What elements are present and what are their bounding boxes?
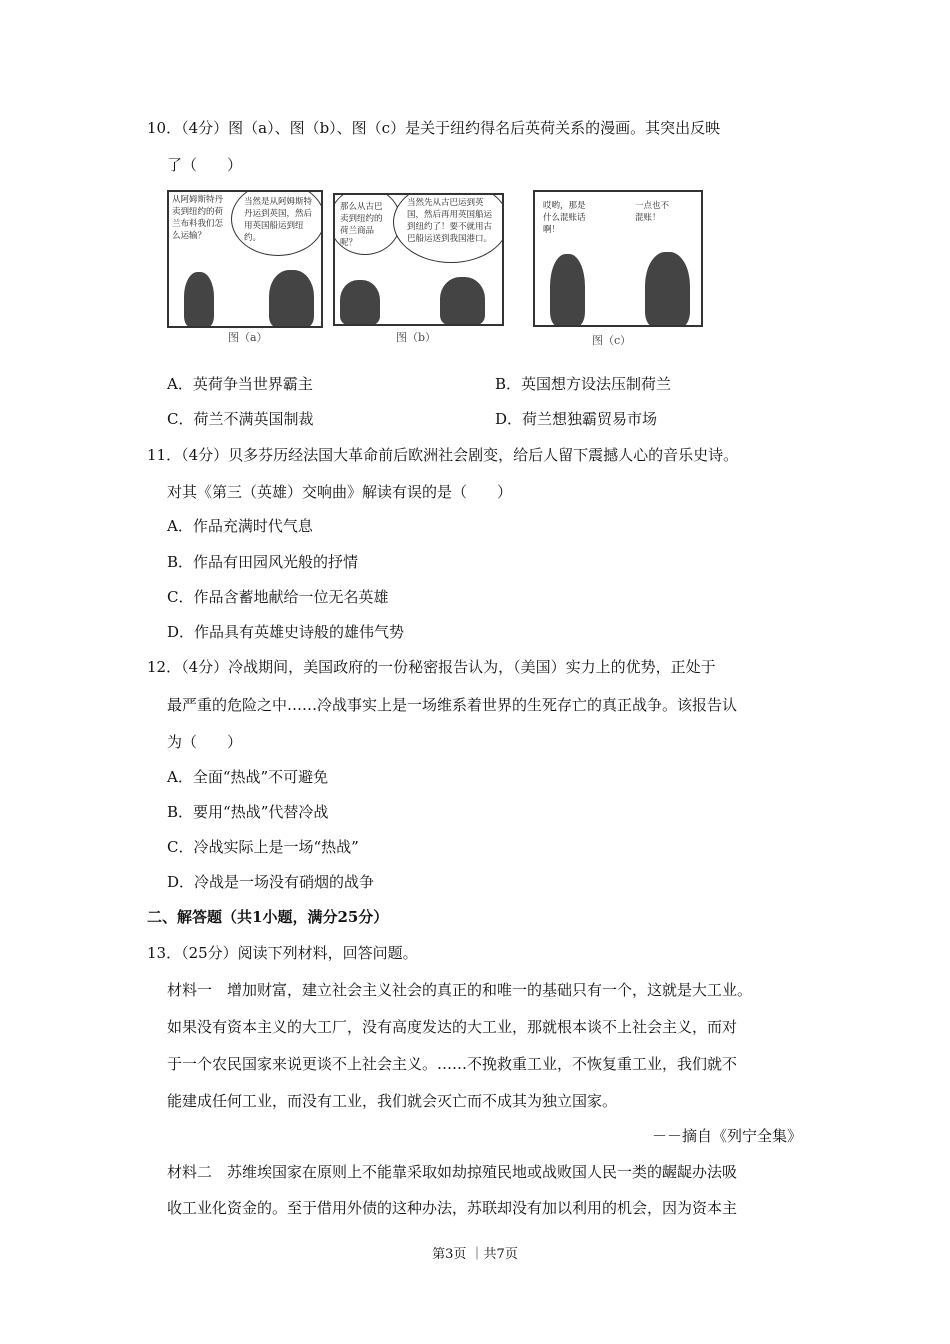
caption-c: 图（c）	[592, 334, 632, 347]
material1-line: 材料一 增加财富，建立社会主义社会的真正的和唯一的基础只有一个，这就是大工业。	[167, 981, 753, 999]
q11-stem: 11．（4分）贝多芬历经法国大革命前后欧洲社会剧变，给后人留下震撼人心的音乐史诗。	[147, 446, 739, 464]
q12-option-b[interactable]: B．要用“热战”代替冷战	[167, 803, 329, 821]
q10-option-c[interactable]: C．荷兰不满英国制裁	[167, 410, 314, 428]
q10-option-b[interactable]: B．英国想方设法压制荷兰	[495, 375, 672, 393]
q11-stem-cont: 对其《第三（英雄）交响曲》解读有误的是（ ）	[167, 483, 513, 501]
q11-option-a[interactable]: A．作品充满时代气息	[167, 517, 313, 535]
q12-option-c[interactable]: C．冷战实际上是一场“热战”	[167, 838, 359, 856]
q11-option-c[interactable]: C．作品含蓄地献给一位无名英雄	[167, 588, 389, 606]
material2-line: 材料二 苏维埃国家在原则上不能靠采取如劫掠殖民地或战败国人民一类的龌龊办法吸	[167, 1163, 738, 1181]
comic-panel-b	[333, 193, 504, 326]
q12-option-a[interactable]: A．全面“热战”不可避免	[167, 768, 329, 786]
section-heading: 二、解答题（共1小题，满分25分）	[147, 908, 389, 926]
material1-source: －－摘自《列宁全集》	[651, 1127, 802, 1145]
material2-line: 收工业化资金的。至于借用外债的这种办法，苏联却没有加以利用的机会，因为资本主	[167, 1199, 738, 1217]
q11-option-d[interactable]: D．作品具有英雄史诗般的雄伟气势	[167, 623, 405, 641]
caption-b: 图（b）	[396, 331, 437, 344]
material1-line: 于一个农民国家来说更谈不上社会主义。……不挽救重工业，不恢复重工业，我们就不	[167, 1055, 738, 1073]
speech-c-left: 哎哟，那是什么混账话啊！	[543, 201, 586, 235]
q10-stem-cont: 了（ ）	[167, 156, 243, 174]
q10-option-a[interactable]: A．英荷争当世界霸主	[167, 375, 313, 393]
caption-a: 图（a）	[228, 331, 268, 344]
comic-panel-a	[167, 190, 323, 328]
q12-stem-cont: 最严重的危险之中……冷战事实上是一场维系着世界的生死存亡的真正战争。该报告认	[167, 696, 738, 714]
comic-panel-c	[533, 190, 703, 327]
q10-option-d[interactable]: D．荷兰想独霸贸易市场	[495, 410, 658, 428]
page-footer: 第3页 ｜共7页	[432, 1247, 518, 1262]
q11-option-b[interactable]: B．作品有田园风光般的抒情	[167, 553, 359, 571]
q13-stem: 13．（25分）阅读下列材料，回答问题。	[147, 944, 418, 962]
speech-a-right: 当然是从阿姆斯特丹运到英国，然后用英国船运到纽约。	[244, 197, 313, 243]
q12-option-d[interactable]: D．冷战是一场没有硝烟的战争	[167, 873, 375, 891]
speech-a-left: 从阿姆斯特丹卖到纽约的荷兰布料我们怎么运输？	[172, 195, 224, 241]
speech-c-right: 一点也不混账！	[635, 201, 670, 223]
material1-line: 如果没有资本主义的大工厂，没有高度发达的大工业，那就根本谈不上社会主义，而对	[167, 1018, 738, 1036]
q12-stem-cont2: 为（ ）	[167, 733, 243, 751]
speech-b-right: 当然先从古巴运到英国，然后再用英国船运到纽约了！要不就用古巴船运送到我国港口。	[407, 198, 493, 244]
q12-stem: 12．（4分）冷战期间，美国政府的一份秘密报告认为，（美国）实力上的优势，正处于	[147, 658, 716, 676]
material1-line: 能建成任何工业，而没有工业，我们就会灭亡而不成其为独立国家。	[167, 1092, 618, 1110]
q10-stem: 10．（4分）图（a）、图（b）、图（c）是关于纽约得名后英荷关系的漫画。其突出反映	[147, 119, 721, 137]
speech-b-left: 那么从古巴卖到纽约的荷兰商品呢？	[340, 202, 383, 248]
